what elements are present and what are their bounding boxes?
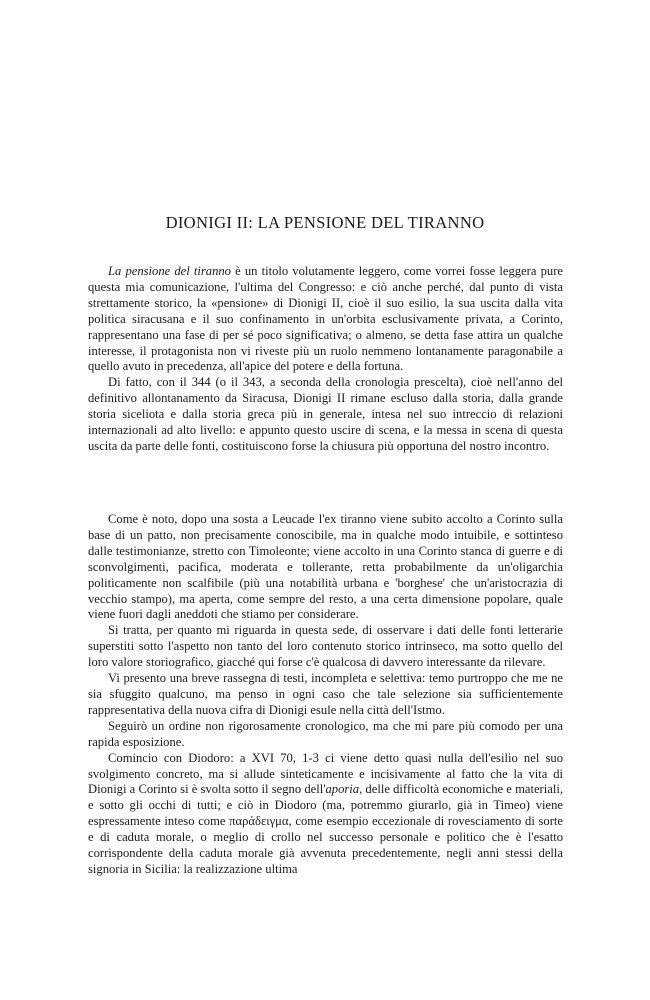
paragraph-1: [88, 264, 563, 375]
paragraph-5: Vi presento una breve rassegna di testi, incompleta e selettiva: temo purtroppo che me ne sia sfuggito qualcuno, ma penso in ogni caso che tale selezione sia sufficientemente rappresentativa della nuova cifra di Dionigi esule nella città dell'Istmo.: [88, 671, 563, 717]
paragraph-2: Di fatto, con il 344 (o il 343, a seconda della cronologia prescelta), cioè nell'anno del definitivo allontanamento da Siracusa, Dionigi II rimane escluso dalla storia, dalla grande storia siceliota e dalla storia greca più in generale, intesa nel suo intreccio di relazioni internazionali ad alto livello: e appunto questo uscire di scena, e la messa in scena di questa uscita da parte delle fonti, costituiscono forse la chiusura più opportuna del nostro incontro.: [88, 375, 563, 453]
paragraph-4: Si tratta, per quanto mi riguarda in questa sede, di osservare i dati delle fonti letterarie superstiti sotto l'aspetto non tanto del loro contenuto storico intrinseco, ma sotto quello del loro valore storiografico, giacché qui forse c'è qualcosa di davvero interessante da rilevare.: [88, 623, 563, 670]
italic-title-reference: La pensione del tiranno: [108, 264, 231, 278]
paragraph-6: Seguirò un ordine non rigorosamente cronologico, ma che mi pare più comodo per una rapida esposizione.: [88, 718, 563, 749]
paragraph-7-text-a: Comincio con Diodoro: a XVI 70, 1-3 ci viene detto quasi nulla dell'esilio nel suo svolgimento concreto, ma si allude sinteticamente e incisivamente al fatto che la vita di Dionigi a Corinto si è svolta sotto il segno dell': [88, 750, 563, 797]
paragraph-3: Come è noto, dopo una sosta a Leucade l'ex tiranno viene subito accolto a Corinto sulla base di un patto, non precisamente conoscibile, ma in qualche modo intuibile, e sottinteso dalle testimonianze, stretto con Timoleonte; viene accolto in una Corinto stanca di guerre e di sconvolgimenti, pacifica, moderata e tollerante, retta probabilmente da un'oligarchia politicamente non scalfibile (più una notabilità urbana e 'borghese' che un'aristocrazia di vecchio stampo), ma aperta, come sempre del resto, a una certa dimensione popolare, quale viene fuori dagli aneddoti che stiamo per considerare.: [88, 512, 563, 622]
paragraph-7: [88, 751, 563, 878]
chapter-title: DIONIGI II: LA PENSIONE DEL TIRANNO: [165, 213, 485, 232]
intro-section: [88, 264, 563, 455]
paragraph-1-text: è un titolo volutamente leggero, come vorrei fosse leggera pure questa mia comunicazione, l'ultima del Congresso: e ciò anche perché, dal punto di vista strettamente storico, la «pensione» di Dionigi II, cioè il suo esilio, la sua uscita dalla vita politica siracusana e il suo confinamento in un'orbita esclusivamente privata, a Corinto, rappresentano una fase di per sé poco significativa; o almeno, se detta fase attira un qualche interesse, il protagonista non vi riveste più un ruolo nemmeno lontanamente paragonabile a quello avuto in precedenza, all'apice del potere e della fortuna.: [88, 264, 563, 374]
paragraph-7-text-b: , delle difficoltà economiche e materiali, e sotto gli occhi di tutti; e ciò in Diodoro (ma, potremmo giurarlo, già in Timeo) viene espressamente inteso come παράδειγμα, come esempio eccezionale di rovesciamento di sorte e di caduta morale, o meglio di crollo nel successo personale e politico che è l'esatto corrispondente della caduta morale già avvenuta precedentemente, negli anni stessi della signoria in Sicilia: la realizzazione ultima: [88, 782, 563, 876]
main-section: [88, 512, 563, 878]
italic-aporia: aporia: [325, 782, 360, 797]
